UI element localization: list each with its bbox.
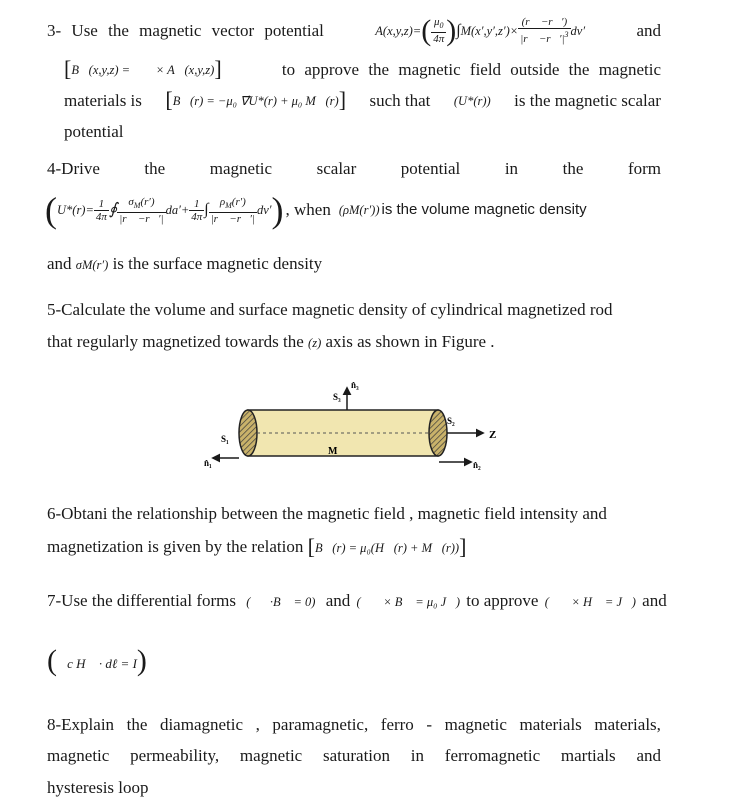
q7-text: 7-Use the differential forms <box>47 591 236 610</box>
q8-line-2 <box>47 745 661 767</box>
q6-line-2 <box>47 536 466 559</box>
q6-line-1: 6-Obtani the relationship between the magnetic field , magnetic field intensity and <box>47 504 607 523</box>
curl-h-equation: (∇⃗ × H⃗ = J⃗) <box>544 595 636 609</box>
q4-word: 4-Drive <box>47 159 100 178</box>
q4-surface-text: is the surface magnetic density <box>112 254 323 273</box>
u-star-equation: (U*(r)) <box>453 93 491 108</box>
magnetized-rod-figure <box>195 380 515 480</box>
q8-word: saturation <box>322 746 391 765</box>
q8-word: permeability, <box>130 746 220 765</box>
q4-line-1 <box>47 158 661 180</box>
q6-text: magnetization is given by the relation <box>47 537 304 556</box>
rod-end-left <box>239 410 257 456</box>
label-m: M <box>328 446 338 457</box>
q8-word: magnetic <box>239 746 303 765</box>
q8-word: materials <box>519 715 582 734</box>
q3-line-1 <box>47 13 661 47</box>
q8-word: and <box>636 746 661 765</box>
q7-line-1 <box>47 590 667 613</box>
q5-figure-text: axis as shown in Figure . <box>325 332 495 351</box>
vector-potential-equation: A(x,y,z)= ( $\frac{\mu_0}{4\pi}$ ) ∫ M(x′,y′,z′)× $\frac{(r⃗ -r⃗')}{|r⃗ -r⃗'|^3}$ dv′ <box>375 13 586 47</box>
q3-line-3 <box>64 89 661 112</box>
q3-and-text: and <box>636 20 661 40</box>
q7-approve-text: to approve <box>466 591 539 610</box>
relation-equation: [B⃗(r) = μ₀(H⃗(r) + M⃗(r))] <box>307 534 467 559</box>
label-n2: n̂₂ <box>473 460 481 470</box>
label-s3: S₃ <box>333 392 341 402</box>
q4-line-2 <box>45 190 665 230</box>
q8-word: martials <box>560 746 616 765</box>
q8-word: ferro <box>380 715 414 734</box>
q4-word: potential <box>400 159 461 178</box>
q4-word: the <box>144 159 166 178</box>
label-n3: n̂₃ <box>351 380 359 390</box>
q8-line-3: hysteresis loop <box>47 778 149 797</box>
q4-word: form <box>627 159 661 178</box>
q8-word: in <box>410 746 425 765</box>
q8-line-1 <box>47 714 661 736</box>
q5-text: that regularly magnetized towards the <box>47 332 304 351</box>
q5-line-1: 5-Calculate the volume and surface magnetic density of cylindrical magnetized rod <box>47 300 613 319</box>
scalar-potential-equation: ( U*(r)= $\frac{1}{4\pi}$ ∮ $\frac{\sigma_M(r')}{|r⃗ -r⃗'|}$ da′+ $\frac{1}{4\pi}$ ∫ $\frac{\rho_M(r')}{|r⃗ -r⃗'|}$ dv′ ) <box>45 190 284 230</box>
q4-word: magnetic <box>209 159 273 178</box>
q8-word: magnetic <box>47 746 110 765</box>
q8-word: 8-Explain <box>47 715 115 734</box>
q8-word: magnetic <box>444 715 507 734</box>
b-field-equation: [B⃗(r) = −μ₀ ∇⃗U*(r) + μ₀ M⃗(r)] <box>165 87 347 112</box>
rod-end-right <box>429 410 447 456</box>
q7-and-text: and <box>325 591 351 610</box>
curl-a-equation: [B⃗(x,y,z) = ∇⃗ × A⃗(x,y,z)] <box>64 56 222 81</box>
q3-intro-text: 3- Use the magnetic vector potential <box>47 20 324 40</box>
q4-when-text: , when <box>285 200 331 219</box>
q3-line-2-text: to approve the magnetic field outside the magnetic <box>281 59 661 79</box>
label-s1: S₁ <box>221 434 229 444</box>
q4-volume-text: is the volume magnetic density <box>381 201 587 218</box>
q8-word: ferromagnetic <box>444 746 541 765</box>
q5-line-2 <box>47 331 495 354</box>
q3-scalar-text: is the magnetic scalar <box>514 90 661 110</box>
ampere-equation: (∮c H⃗ · dℓ = I) <box>47 644 147 677</box>
label-n1: n̂₁ <box>204 458 212 468</box>
q4-word: in <box>504 159 519 178</box>
sigma-equation: σM(r′) <box>75 258 109 272</box>
q8-word: diamagnetic <box>159 715 244 734</box>
q3-materials-text: materials is <box>64 90 142 110</box>
curl-b-equation: (∇⃗ × B⃗ = μ₀ J⃗) <box>356 595 460 609</box>
rho-equation: (ρM(r′)) <box>338 203 380 217</box>
q8-word: , <box>255 715 260 734</box>
q4-word: the <box>562 159 584 178</box>
label-z: Z <box>489 429 497 441</box>
q4-word: scalar <box>316 159 357 178</box>
label-s2: S₂ <box>447 416 455 426</box>
q7-line-2 <box>47 644 147 677</box>
q7-end-text: and <box>642 591 667 610</box>
q8-word: - <box>426 715 433 734</box>
q8-word: materials, <box>594 715 661 734</box>
q8-word: the <box>126 715 148 734</box>
q3-line-4: potential <box>64 122 124 141</box>
axis-equation: (z) <box>308 336 322 350</box>
q8-word: paramagnetic, <box>272 715 369 734</box>
q3-line-2 <box>64 58 661 81</box>
div-b-equation: (∇⃗·B⃗ = 0) <box>246 595 316 609</box>
q4-and-text: and <box>47 254 72 273</box>
q4-line-3 <box>47 253 322 276</box>
q3-such-that-text: such that <box>369 90 431 110</box>
